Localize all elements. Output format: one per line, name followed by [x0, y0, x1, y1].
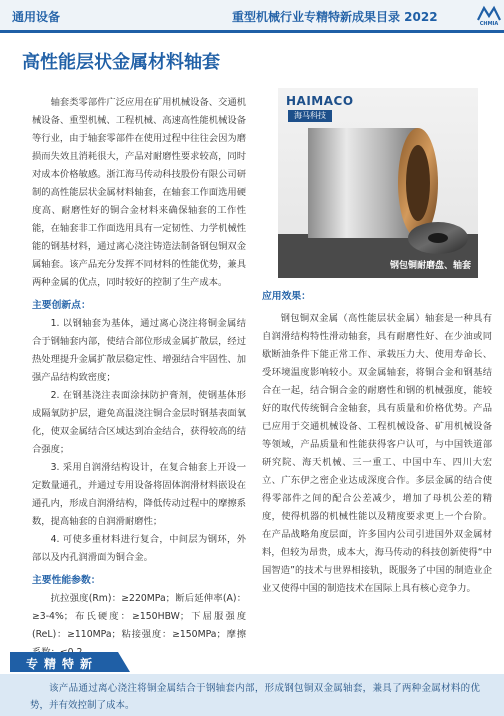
brand-name-cn: 海马科技 — [288, 110, 332, 122]
photo-caption: 钢包铜耐磨盘、轴套 — [390, 261, 472, 271]
category-label: 通用设备 — [12, 10, 61, 24]
innovation-item: 1. 以钢轴套为基体，通过离心浇注将铜金属结合于钢轴套内部，使结合部位形成金属扩散层，经过热处理提升金属扩散层稳定性、增强结合牢固性、加强产品结构致密度； — [32, 318, 246, 383]
feature-text: 该产品通过离心浇注将铜金属结合于钢轴套内部，形成钢包铜双金属轴套，兼具了两种金属材料的优势，并有效控制了成本。 — [30, 683, 480, 711]
intro-paragraph: 轴套类零部件广泛应用在矿用机械设备、交通机械设备、重型机械、工程机械、高速高性能机械设备等行业，由于轴套零部件在使用过程中往往会因为磨损而失效且消耗很大，产品对耐磨性要求较高，同时对成本价格敏感。浙江海马传动科技股份有限公司研制的高性能层状金属材料轴套，在轴套工作面选用硬度高、耐磨性好的铜合金材料来确保轴套的工作性能，在轴套非工作面选用具有一定韧性、力学机械性能的钢基材料，通过离心浇注铸造法制备钢包铜双金属轴套。该产品充分发挥不同材料的性能优势，兼具两种金属的优点，同时较好的控制了生产成本。 — [32, 97, 246, 288]
association-logo-icon — [476, 4, 502, 26]
washer-hole — [428, 233, 448, 243]
right-column — [262, 288, 492, 598]
catalog-title: 重型机械行业专精特新成果目录 2022 — [232, 10, 438, 24]
left-column — [32, 94, 246, 662]
innovation-item: 4. 可使多重材料进行复合，中间层为钢环，外部以及内孔润滑面为铜合金。 — [32, 534, 246, 563]
logo-text: CHMIA — [479, 21, 499, 26]
page-title: 高性能层状金属材料轴套 — [22, 52, 220, 73]
application-heading: 应用效果： — [262, 291, 311, 302]
brand-name: HAIMACO — [286, 94, 354, 108]
innovation-item: 3. 采用自润滑结构设计，在复合轴套上开设一定数量通孔，并通过专用设备将固体润滑材料嵌设在通孔内，形成自润滑结构，降低传动过程中的摩擦系数，提高轴套的自润滑耐磨性； — [32, 462, 246, 527]
header-bar — [0, 0, 504, 30]
feature-heading: 专精特新 — [26, 657, 99, 671]
innovation-heading: 主要创新点： — [32, 300, 91, 311]
innovation-item: 2. 在钢基浇注表面涂抹防护膏剂，使钢基体形成隔氧防护层，避免高温浇注铜合金层时钢基表面氧化，使双金属结合区域达到冶金结合，获得较高的结合强度； — [32, 390, 246, 455]
product-photo — [278, 88, 478, 278]
bushing-bore — [406, 145, 430, 221]
header-rule — [0, 30, 504, 33]
params-heading: 主要性能参数： — [32, 575, 101, 586]
params-text: 抗拉强度(Rm)：≥220MPa；断后延伸率(A)：≥3-4%；布氏硬度：≥150HBW；下屈服强度(ReL)：≥110MPa；粘接强度：≥150MPa；摩擦 — [32, 593, 246, 640]
application-text: 钢包铜双金属（高性能层状金属）轴套是一种具有自润滑结构特性滑动轴套，具有耐磨性好、在少油或同歇断油条件下能正常工作、承载压力大、使用寿命长、受环境温度影响较小。双金属轴套，将铜合金和钢基结合在一起，结合铜合金的耐磨性和钢的机械强度，能较好的取代传统铜合金轴套，具有质量和价格优势。产品已应用于交通机械设备、工程机械设备、矿用机械设备等领域，产品质量和性能获得客户认可，与中国铁道部研究院、海天机械、三一重工、中国中车、四川大宏立、广东伊之密企业达成深度合作。多层金属的结合使得零部件之间的配合公差减少，增加了母机公差的精度，使得机器的机械性能以及精度要求更上一个台阶。在产品战略角度层面，许多国内公司引进国外双金属材料，但较为昂贵，成本大，海马传动的科技创新使得“中国智造”的技术与世界相接轨，既服务了中国的制造业企业又使得中国的制造技术在国际上具有核心竞争力。 — [262, 313, 492, 594]
